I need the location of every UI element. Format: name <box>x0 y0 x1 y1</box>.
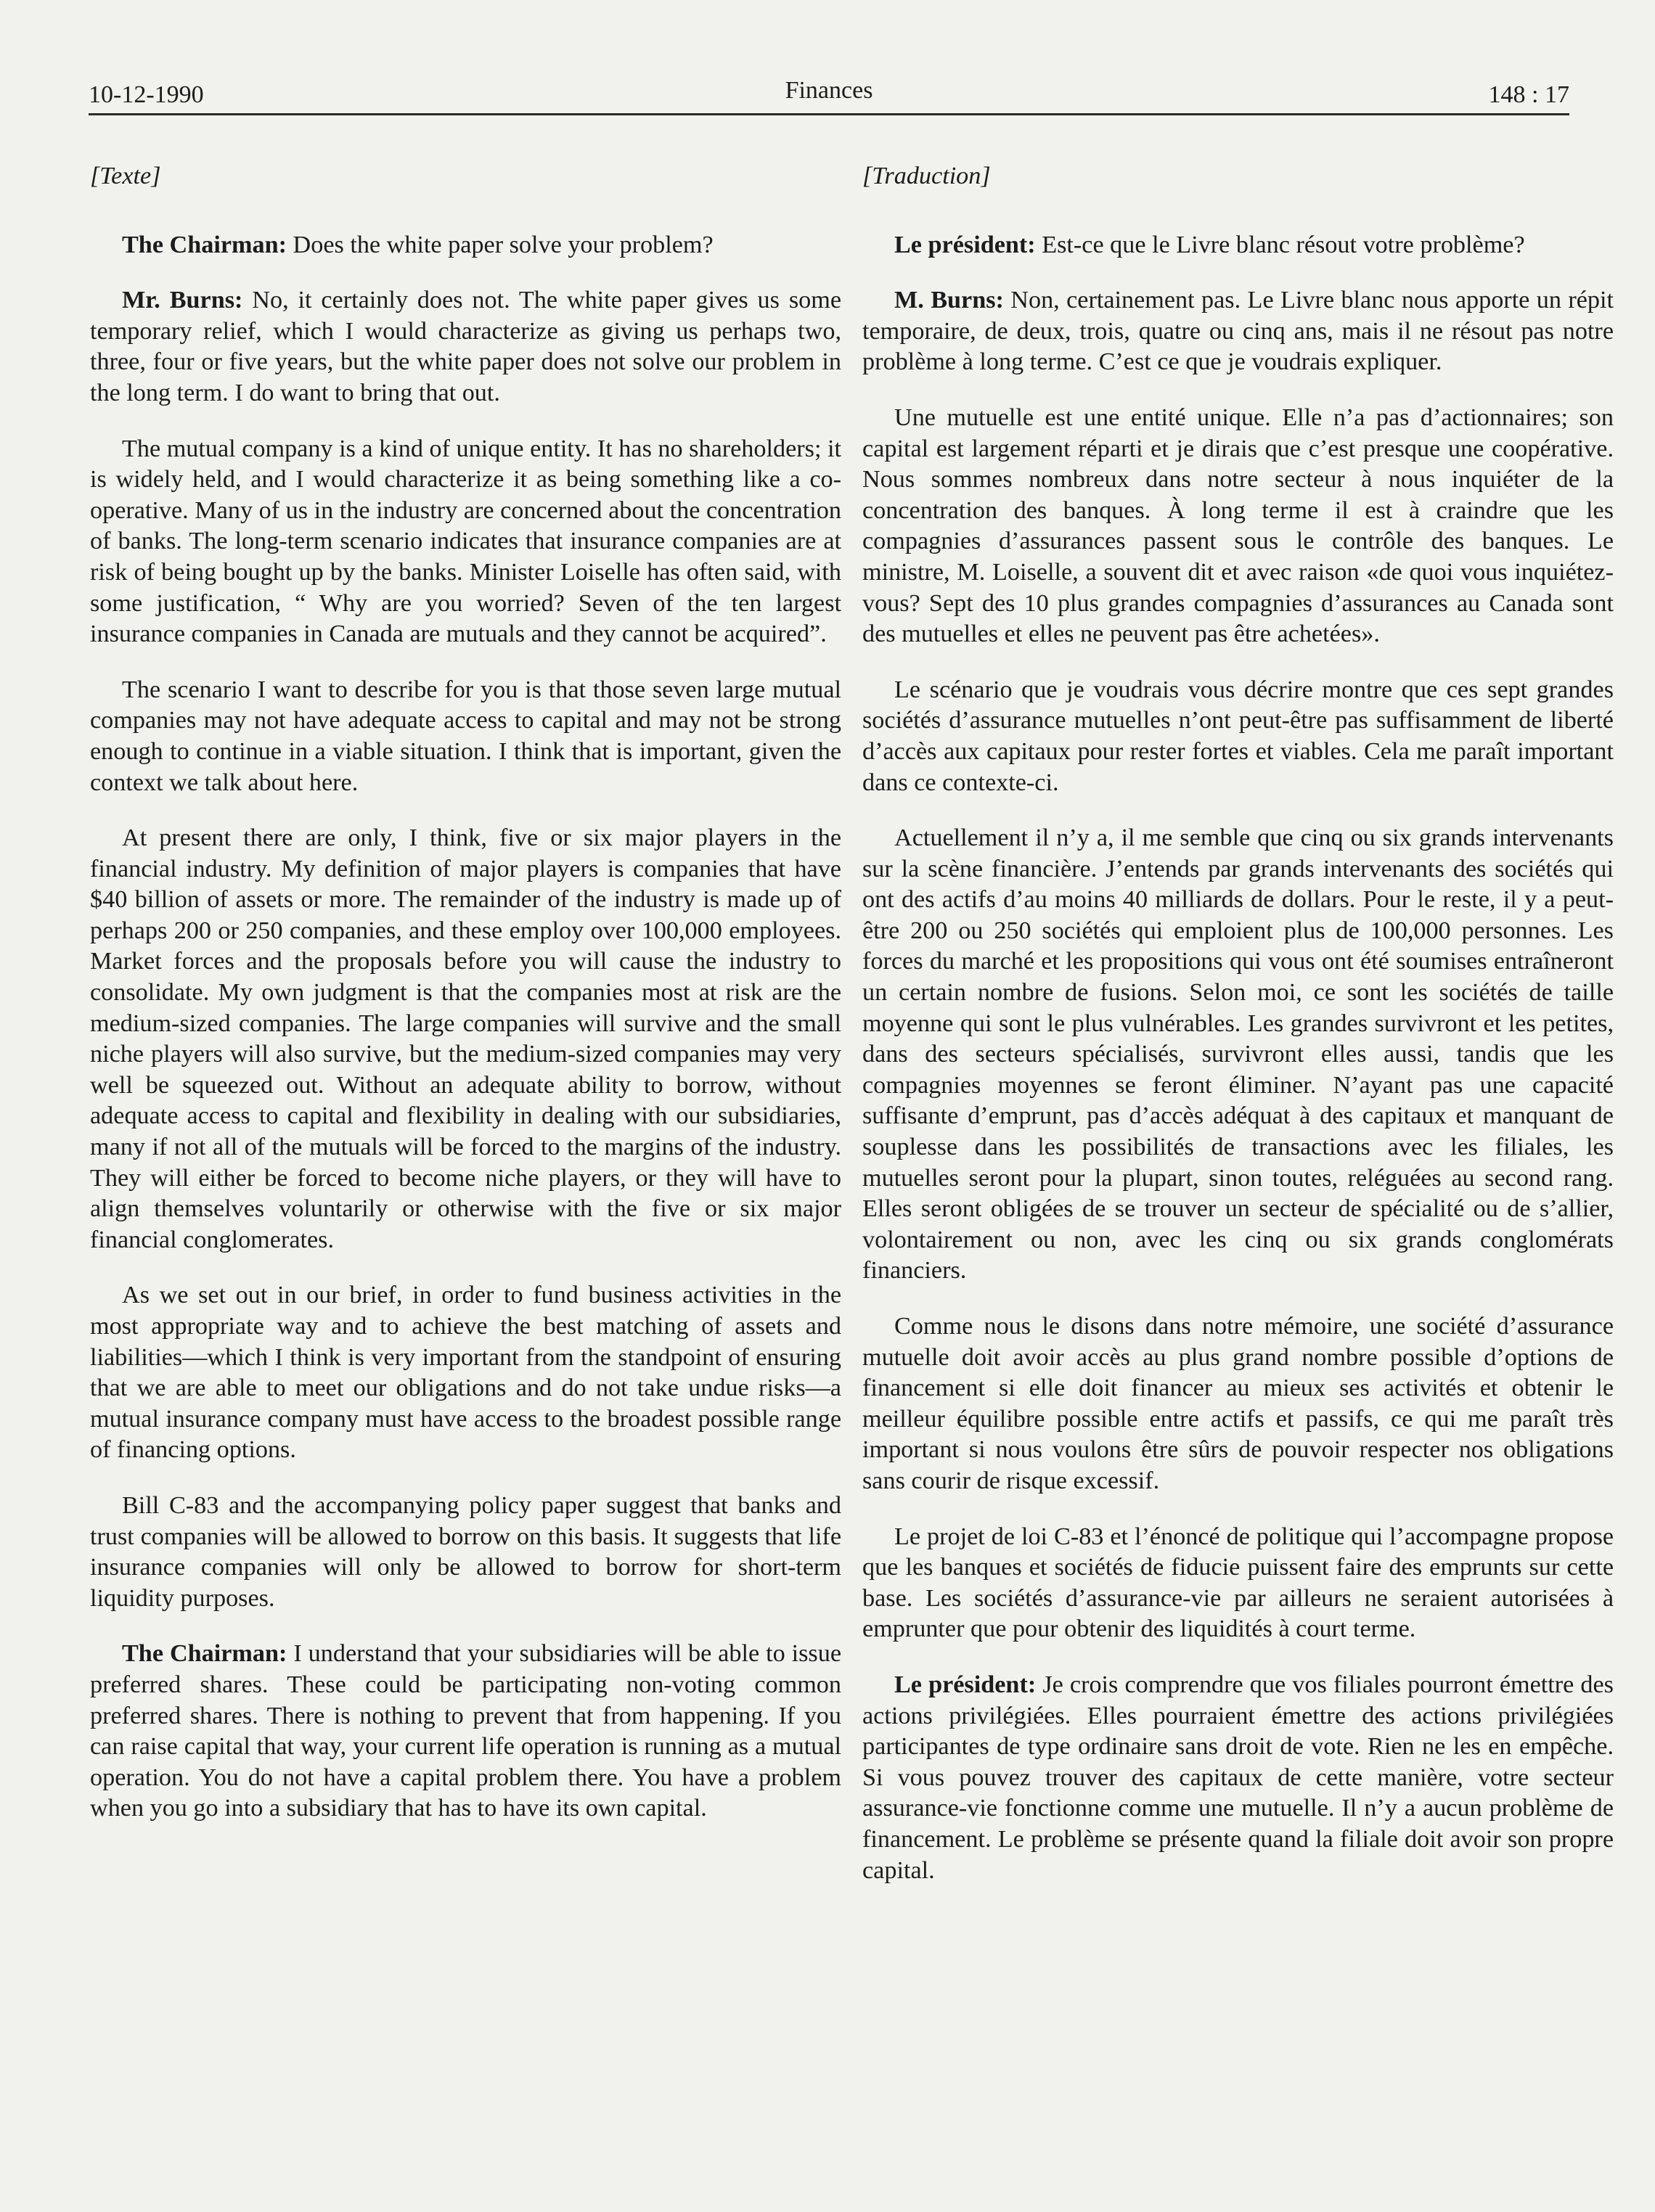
paragraph-text: Does the white paper solve your problem? <box>286 231 714 258</box>
paragraph-text: Une mutuelle est une entité unique. Elle n’a pas d’actionnaires; son capital est largement réparti et je dirais que c’est presque une coopérative. Nous sommes nombreux dans notre secteur à nous inquiéter de la concentration des banques. À long terme il est à craindre que les compagnies d’assurances passent sous le contrôle des banques. Le ministre, M. Loiselle, a souvent dit et avec raison «de quoi vous inquiétez-vous? Sept des 10 plus grandes compagnies d’assurances au Canada sont des mutuelles et elles ne peuvent pas être achetées». <box>862 404 1614 648</box>
paragraph-text: At present there are only, I think, five or six major players in the financial industry. My definition of major players is companies that have $40 billion of assets or more. The remainder of the industry is made up of perhaps 200 or 250 companies, and these employ over 100,000 employees. Market forces and the proposals before you will cause the industry to consolidate. My own judgment is that the companies most at risk are the medium-sized companies. The large companies will survive and the small niche players will also survive, but the medium-sized companies may very well be squeezed out. Without an adequate ability to borrow, without adequate access to capital and flexibility in dealing with our subsidiaries, many if not all of the mutuals will be forced to the margins of the industry. They will either be forced to become niche players, or they will have to align themselves voluntarily or otherwise with the five or six major financial conglomerates. <box>90 824 841 1253</box>
paragraph <box>90 285 841 409</box>
paragraph <box>862 1670 1614 1886</box>
paragraph <box>90 1491 841 1614</box>
paragraph-text: No, it certainly does not. The white paper gives us some temporary relief, which I would characterize as giving us perhaps two, three, four or five years, but the white paper does not solve our problem in the long term. I do want to bring that out. <box>90 287 841 406</box>
paragraph <box>862 675 1614 798</box>
paragraph-text: Le projet de loi C-83 et l’énoncé de politique qui l’accompagne propose que les banques et sociétés de fiducie puissent faire des emprunts sur cette base. Les sociétés d’assurance-vie par ailleurs ne seraient autorisées à emprunter que pour obtenir des liquidités à court terme. <box>862 1523 1614 1643</box>
french-column <box>862 161 1614 1911</box>
speaker-name: Le président: <box>894 1671 1037 1698</box>
paragraph-text: I understand that your subsidiaries will be able to issue preferred shares. These could be participating non-voting common preferred shares. There is nothing to prevent that from happening. If you can raise capital that way, your current life operation is running as a mutual operation. You do not have a capital problem there. You have a problem when you go into a subsidiary that has to have its own capital. <box>90 1640 841 1822</box>
english-column <box>90 161 841 1849</box>
column-language-tag: [Traduction] <box>862 163 991 189</box>
paragraph <box>862 230 1614 261</box>
paragraph <box>862 823 1614 1287</box>
speaker-name: M. Burns: <box>894 287 1004 314</box>
paragraph <box>862 1311 1614 1497</box>
speaker-name: The Chairman: <box>122 231 287 258</box>
paragraph-text: Comme nous le disons dans notre mémoire, une société d’assurance mutuelle doit avoir accès au plus grand nombre possible d’options de financement si elle doit financer au mieux ses activités et obtenir le meilleur équilibre possible entre actifs et passifs, ce qui me paraît très important si nous voulons être sûrs de pouvoir respecter nos obligations sans courir de risque excessif. <box>862 1313 1614 1494</box>
paragraph-text: Bill C-83 and the accompanying policy paper suggest that banks and trust companies will be allowed to borrow on this basis. It suggests that life insurance companies will only be allowed to borrow for short-term liquidity purposes. <box>90 1491 841 1612</box>
paragraph-text: As we set out in our brief, in order to fund business activities in the most appropriate way and to achieve the best matching of assets and liabilities—which I think is very important from the standpoint of ensuring that we are able to meet our obligations and do not take undue risks—a mutual insurance company must have access to the broadest possible range of financing options. <box>90 1282 841 1464</box>
paragraph <box>90 823 841 1255</box>
speaker-name: Le président: <box>894 231 1036 258</box>
paragraph-text: Est-ce que le Livre blanc résout votre problème? <box>1035 231 1525 258</box>
paragraph-text: The scenario I want to describe for you is that those seven large mutual companies may not have adequate access to capital and may not be strong enough to continue in a viable situation. I think that is important, given the context we talk about here. <box>90 676 841 796</box>
header-page-number: 148 : 17 <box>1488 81 1569 108</box>
paragraph <box>90 675 841 798</box>
header-date: 10-12-1990 <box>89 81 204 108</box>
speaker-name: The Chairman: <box>122 1640 287 1668</box>
page-header <box>89 73 1569 115</box>
speaker-name: Mr. Burns: <box>122 287 243 314</box>
header-section-title: Finances <box>785 77 873 104</box>
paragraph <box>862 403 1614 650</box>
column-language-tag: [Texte] <box>90 163 161 189</box>
paragraph <box>90 434 841 650</box>
paragraph <box>90 230 841 261</box>
paragraph-text: Le scénario que je voudrais vous décrire montre que ces sept grandes sociétés d’assurance mutuelles n’ont peut-être pas suffisamment de liberté d’accès aux capitaux pour rester fortes et viables. Cela me paraît important dans ce contexte-ci. <box>862 676 1614 796</box>
paragraph-text: Je crois comprendre que vos filiales pourront émettre des actions privilégiées. Elles pourraient émettre des actions privilégiées participantes de type ordinaire sans droit de vote. Rien ne les en empêche. Si vous pouvez trouver des capitaux de cette manière, votre secteur assurance-vie fonctionne comme une mutuelle. Il n’y a aucun problème de financement. Le problème se présente quand la filiale doit avoir son propre capital. <box>862 1671 1614 1884</box>
paragraph-text: Actuellement il n’y a, il me semble que cinq ou six grands intervenants sur la scène financière. J’entends par grands intervenants des sociétés qui ont des actifs d’au moins 40 milliards de dollars. Pour le reste, il y a peut-être 200 ou 250 sociétés qui emploient plus de 100,000 personnes. Les forces du marché et les propositions qui vous ont été soumises entraîneront un certain nombre de fusions. Selon moi, ce sont les sociétés de taille moyenne qui sont le plus vulnérables. Les grandes survivront et les petites, dans des secteurs spécialisés, survivront elles aussi, tandis que les compagnies moyennes se feront éliminer. N’ayant pas une capacité suffisante d’emprunt, pas d’accès adéquat à des capitaux et manquant de souplesse dans les possibilités de transactions avec les filiales, les mutuelles seront pour la plupart, sinon toutes, reléguées au second rang. Elles seront obligées de se trouver un secteur de spécialité ou de s’allier, volontairement ou non, avec les cinq ou six grands conglomérats financiers. <box>862 824 1614 1285</box>
paragraph <box>90 1280 841 1466</box>
paragraph <box>862 1522 1614 1645</box>
paragraph <box>862 285 1614 378</box>
paragraph <box>90 1639 841 1824</box>
paragraph-text: Non, certainement pas. Le Livre blanc nous apporte un répit temporaire, de deux, trois, quatre ou cinq ans, mais il ne résout pas notre problème à long terme. C’est ce que je voudrais expliquer. <box>862 287 1614 376</box>
paragraph-text: The mutual company is a kind of unique entity. It has no shareholders; it is widely held, and I would characterize it as being something like a co-operative. Many of us in the industry are concerned about the concentration of banks. The long-term scenario indicates that insurance companies are at risk of being bought up by the banks. Minister Loiselle has often said, with some justification, “ Why are you worried? Seven of the ten largest insurance companies in Canada are mutuals and they cannot be acquired”. <box>90 435 841 648</box>
